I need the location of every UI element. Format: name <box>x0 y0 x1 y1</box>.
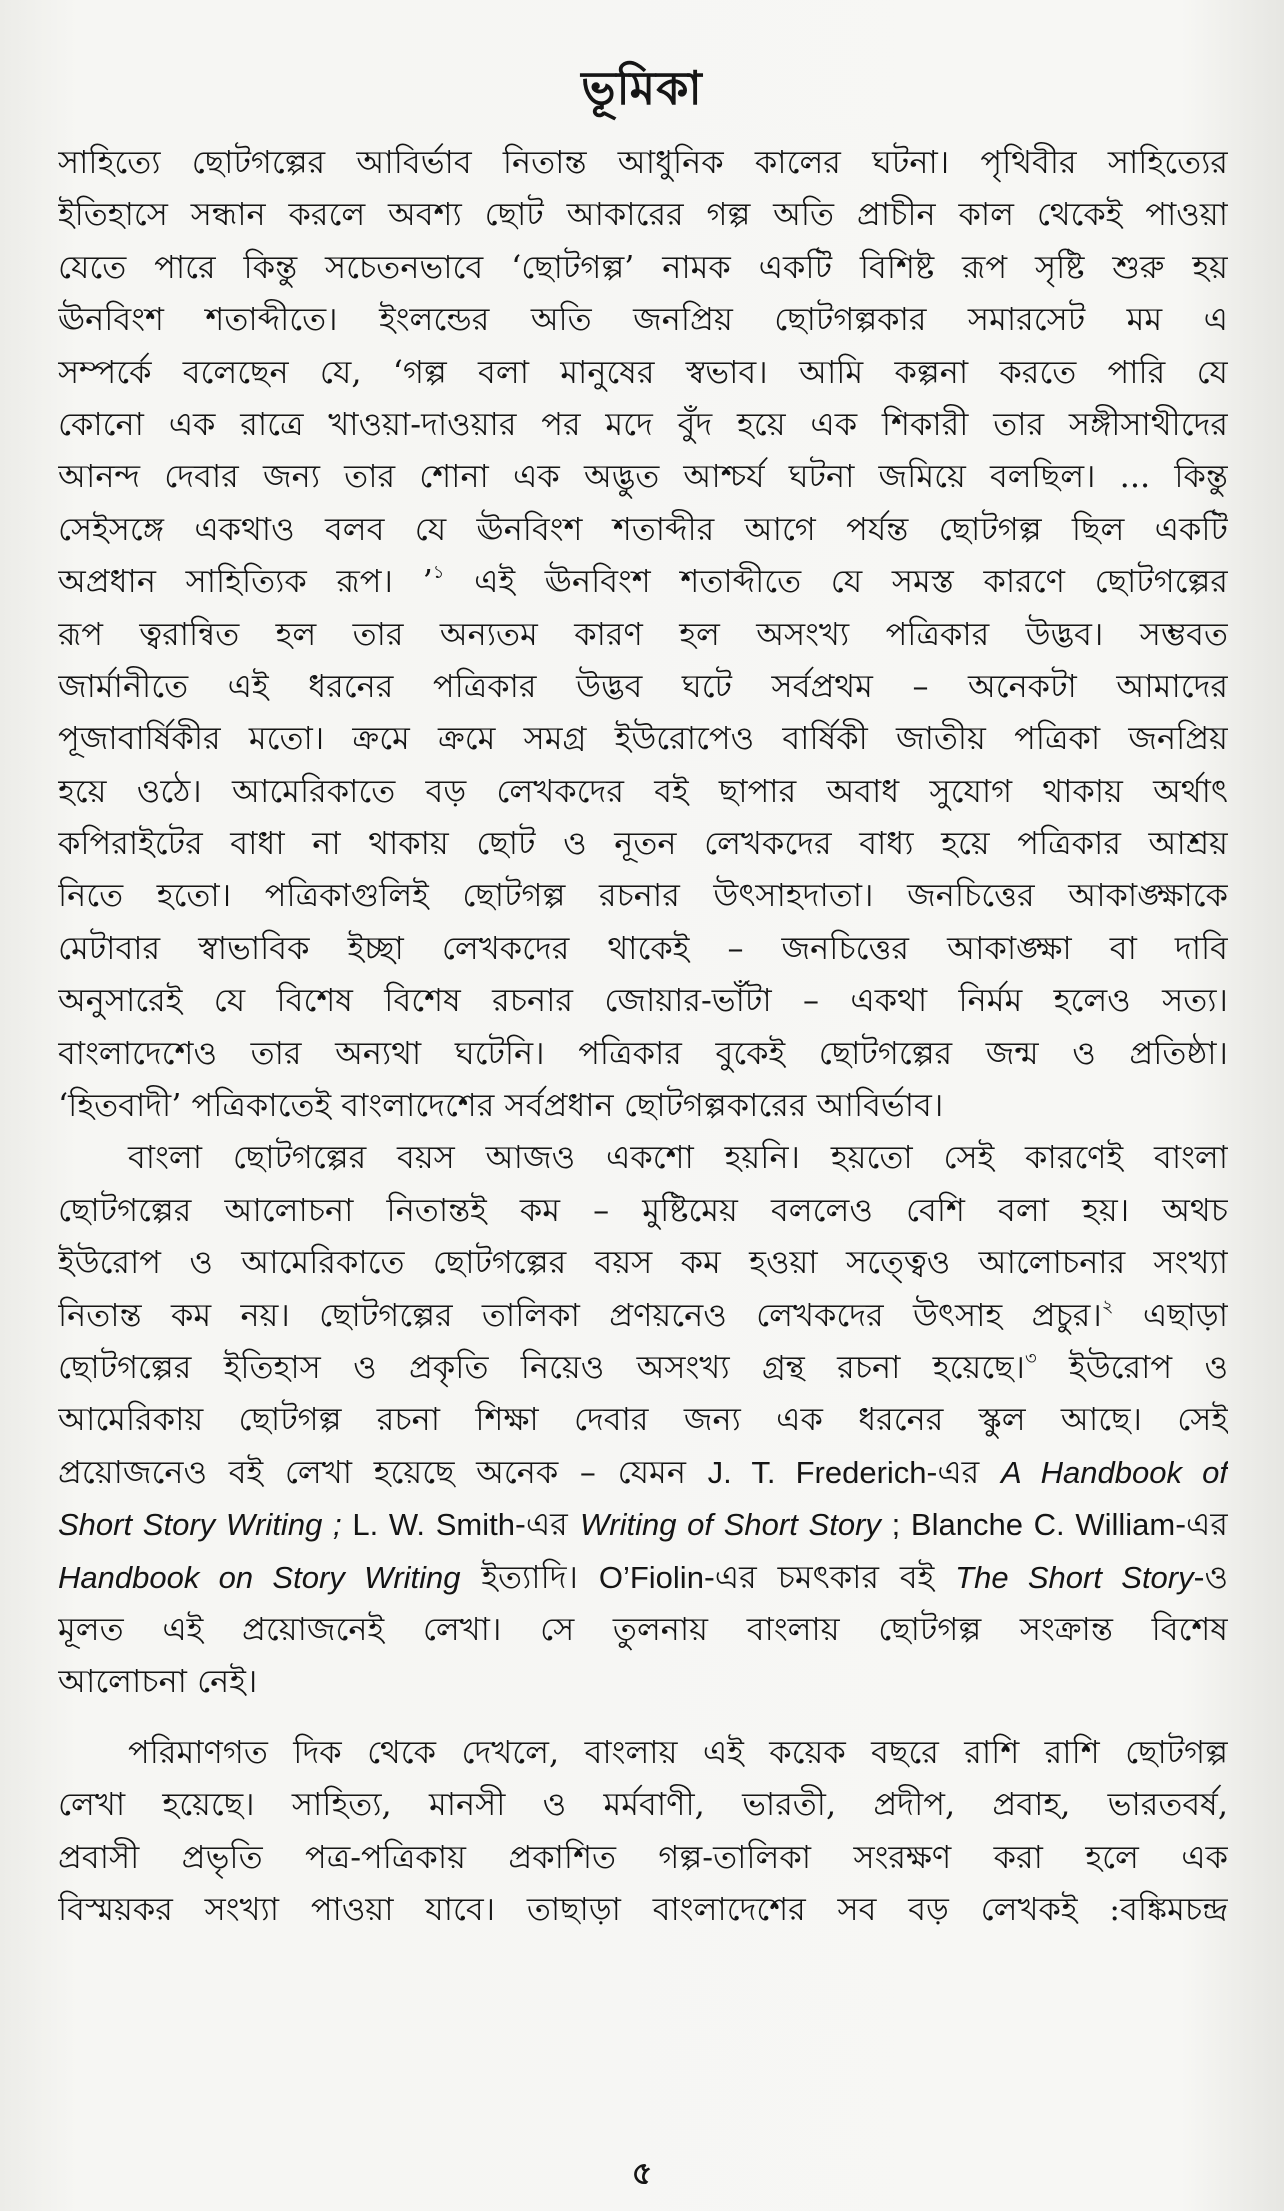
text-line <box>58 1079 1228 1131</box>
line-text: ইতিহাসে সন্ধান করলে অবশ্য ছোট আকারের গল্প অতি প্রাচীন কাল থেকেই পাওয়া <box>58 195 1228 234</box>
line-text: -এর চমৎকার বই <box>703 1557 956 1596</box>
line-text: নিতে হতো। পত্রিকাগুলিই ছোটগল্প রচনার উৎসাহদাতা। জনচিত্তের আকাঙ্ক্ষাকে <box>58 876 1228 915</box>
text-line <box>58 712 1228 764</box>
text-line <box>58 765 1228 817</box>
text-line <box>58 869 1228 921</box>
text-line <box>58 1446 1228 1498</box>
line-text: নিতান্ত কম নয়। ছোটগল্পের তালিকা প্রণয়নেও লেখকদের উৎসাহ প্রচুর। <box>58 1295 1102 1334</box>
book-title-text: Writing of Short Story <box>580 1507 881 1543</box>
line-text: আনন্দ দেবার জন্য তার শোনা এক অদ্ভুত আশ্চর্য ঘটনা জমিয়ে বলছিল। ... কিন্তু <box>58 457 1228 496</box>
author-name-text: ; Blanche C. William <box>880 1507 1176 1543</box>
line-text: কোনো এক রাত্রে খাওয়া-দাওয়ার পর মদে বুঁদ হয়ে এক শিকারী তার সঙ্গীসাথীদের <box>58 404 1228 443</box>
text-line <box>58 817 1228 869</box>
text-line <box>58 660 1228 712</box>
text-line <box>58 974 1228 1026</box>
page-number: ৫ <box>631 2154 653 2192</box>
text-line <box>58 450 1228 502</box>
line-text: এছাড়া <box>1113 1295 1228 1334</box>
text-line <box>58 346 1228 398</box>
text-line <box>58 1551 1228 1603</box>
text-line <box>58 1184 1228 1236</box>
book-title-text: The Short Story <box>955 1559 1194 1595</box>
line-text: সেইসঙ্গে একথাও বলব যে ঊনবিংশ শতাব্দীর আগে পর্যন্ত ছোটগল্প ছিল একটি <box>58 509 1228 548</box>
line-text: লেখা হয়েছে। সাহিত্য, মানসী ও মর্মবাণী, ভারতী, প্রদীপ, প্রবাহ, ভারতবর্ষ, <box>58 1785 1228 1824</box>
text-line <box>58 1236 1228 1288</box>
line-text: জার্মানীতে এই ধরনের পত্রিকার উদ্ভব ঘটে সর্বপ্রথম – অনেকটা আমাদের <box>58 666 1228 705</box>
text-line <box>58 1726 1228 1778</box>
text-line <box>58 293 1228 345</box>
line-text: হয়ে ওঠে। আমেরিকাতে বড় লেখকদের বই ছাপার অবাধ সুযোগ থাকায় অর্থাৎ <box>58 771 1228 810</box>
text-line <box>58 555 1228 607</box>
text-line <box>58 1341 1228 1393</box>
book-title-text: A Handbook of <box>1001 1454 1228 1490</box>
text-line <box>58 608 1228 660</box>
footnote-marker: ২ <box>1101 1295 1114 1317</box>
text-line <box>58 922 1228 974</box>
line-text: ইউরোপ ও আমেরিকাতে ছোটগল্পের বয়স কম হওয়া সত্ত্বেও আলোচনার সংখ্যা <box>58 1243 1228 1282</box>
text-line <box>58 1778 1228 1830</box>
author-name-text: J. T. Frederich <box>707 1454 927 1490</box>
text-line <box>58 1498 1228 1550</box>
line-text: যেতে পারে কিন্তু সচেতনভাবে ‘ছোটগল্প’ নামক একটি বিশিষ্ট রূপ সৃষ্টি শুরু হয় <box>58 247 1228 286</box>
line-text: বাংলা ছোটগল্পের বয়স আজও একশো হয়নি। হয়তো সেই কারণেই বাংলা <box>128 1138 1228 1177</box>
line-text: পূজাবার্ষিকীর মতো। ক্রমে ক্রমে সমগ্র ইউরোপেও বার্ষিকী জাতীয় পত্রিকা জনপ্রিয় <box>58 719 1228 758</box>
text-line <box>58 1131 1228 1183</box>
line-text: অপ্রধান সাহিত্যিক রূপ। ’ <box>58 562 433 601</box>
text-line <box>58 1883 1228 1935</box>
text-line <box>58 188 1228 240</box>
text-line <box>58 1831 1228 1883</box>
line-text: আমেরিকায় ছোটগল্প রচনা শিক্ষা দেবার জন্য এক ধরনের স্কুল আছে। সেই <box>58 1400 1228 1439</box>
line-text: ইত্যাদি। <box>460 1557 599 1596</box>
line-text: সম্পর্কে বলেছেন যে, ‘গল্প বলা মানুষের স্বভাব। আমি কল্পনা করতে পারি যে <box>58 352 1228 391</box>
text-line <box>58 503 1228 555</box>
text-line <box>58 398 1228 450</box>
author-name-text: L. W. Smith <box>341 1507 515 1543</box>
line-text: বিস্ময়কর সংখ্যা পাওয়া যাবে। তাছাড়া বাংলাদেশের সব বড় লেখকই :বঙ্কিমচন্দ্র <box>58 1889 1228 1928</box>
text-line <box>58 136 1228 188</box>
line-text: -এর <box>1175 1505 1228 1544</box>
line-text: অনুসারেই যে বিশেষ বিশেষ রচনার জোয়ার-ভাঁটা – একথা নির্মম হলেও সত্য। <box>58 981 1228 1020</box>
text-line <box>58 1393 1228 1445</box>
line-text: বাংলাদেশেও তার অন্যথা ঘটেনি। পত্রিকার বুকেই ছোটগল্পের জন্ম ও প্রতিষ্ঠা। <box>58 1033 1228 1072</box>
line-text: ইউরোপ ও <box>1036 1347 1228 1386</box>
text-line <box>58 241 1228 293</box>
page-title: ভূমিকা <box>581 61 703 115</box>
text-line <box>58 1655 1228 1707</box>
text-line <box>58 1027 1228 1079</box>
line-text: প্রয়োজনেও বই লেখা হয়েছে অনেক – যেমন <box>58 1452 708 1491</box>
text-line <box>58 1289 1228 1341</box>
book-title-text: Handbook on Story Writing <box>58 1559 461 1595</box>
line-text: ‘হিতবাদী’ পত্রিকাতেই বাংলাদেশের সর্বপ্রধান ছোটগল্পকারের আবির্ভাব। <box>58 1086 944 1125</box>
line-text: রূপ ত্বরান্বিত হল তার অন্যতম কারণ হল অসংখ্য পত্রিকার উদ্ভব। সম্ভবত <box>58 614 1228 653</box>
line-text: আলোচনা নেই। <box>58 1662 258 1701</box>
line-text: ছোটগল্পের ইতিহাস ও প্রকৃতি নিয়েও অসংখ্য গ্রন্থ রচনা হয়েছে। <box>58 1347 1025 1386</box>
line-text: সাহিত্যে ছোটগল্পের আবির্ভাব নিতান্ত আধুনিক কালের ঘটনা। পৃথিবীর সাহিত্যের <box>58 143 1228 181</box>
line-text: মেটাবার স্বাভাবিক ইচ্ছা লেখকদের থাকেই – জনচিত্তের আকাঙ্ক্ষা বা দাবি <box>58 928 1228 967</box>
text-line <box>58 1603 1228 1655</box>
line-text: ছোটগল্পের আলোচনা নিতান্তই কম – মুষ্টিমেয় বললেও বেশি বলা হয়। অথচ <box>58 1190 1228 1229</box>
footnote-marker: ১ <box>432 562 445 584</box>
line-text: -এর <box>515 1505 581 1544</box>
line-text: প্রবাসী প্রভৃতি পত্র-পত্রিকায় প্রকাশিত গল্প-তালিকা সংরক্ষণ করা হলে এক <box>58 1837 1228 1876</box>
line-text: এই ঊনবিংশ শতাব্দীতে যে সমস্ত কারণে ছোটগল্পের <box>444 562 1228 601</box>
line-text: পরিমাণগত দিক থেকে দেখলে, বাংলায় এই কয়েক বছরে রাশি রাশি ছোটগল্প <box>128 1732 1228 1771</box>
line-text: -এর <box>926 1452 1001 1491</box>
author-name-text: O’Fiolin <box>598 1559 704 1595</box>
book-title-text: Short Story Writing ; <box>58 1507 342 1543</box>
body-text <box>58 136 1228 1935</box>
line-text: ঊনবিংশ শতাব্দীতে। ইংলন্ডের অতি জনপ্রিয় ছোটগল্পকার সমারসেট মম এ <box>58 300 1228 339</box>
footnote-marker: ৩ <box>1024 1347 1037 1369</box>
line-text: কপিরাইটের বাধা না থাকায় ছোট ও নূতন লেখকদের বাধ্য হয়ে পত্রিকার আশ্রয় <box>58 824 1228 863</box>
line-text: মূলত এই প্রয়োজনেই লেখা। সে তুলনায় বাংলায় ছোটগল্প সংক্রান্ত বিশেষ <box>58 1609 1228 1648</box>
line-text: -ও <box>1193 1557 1228 1596</box>
